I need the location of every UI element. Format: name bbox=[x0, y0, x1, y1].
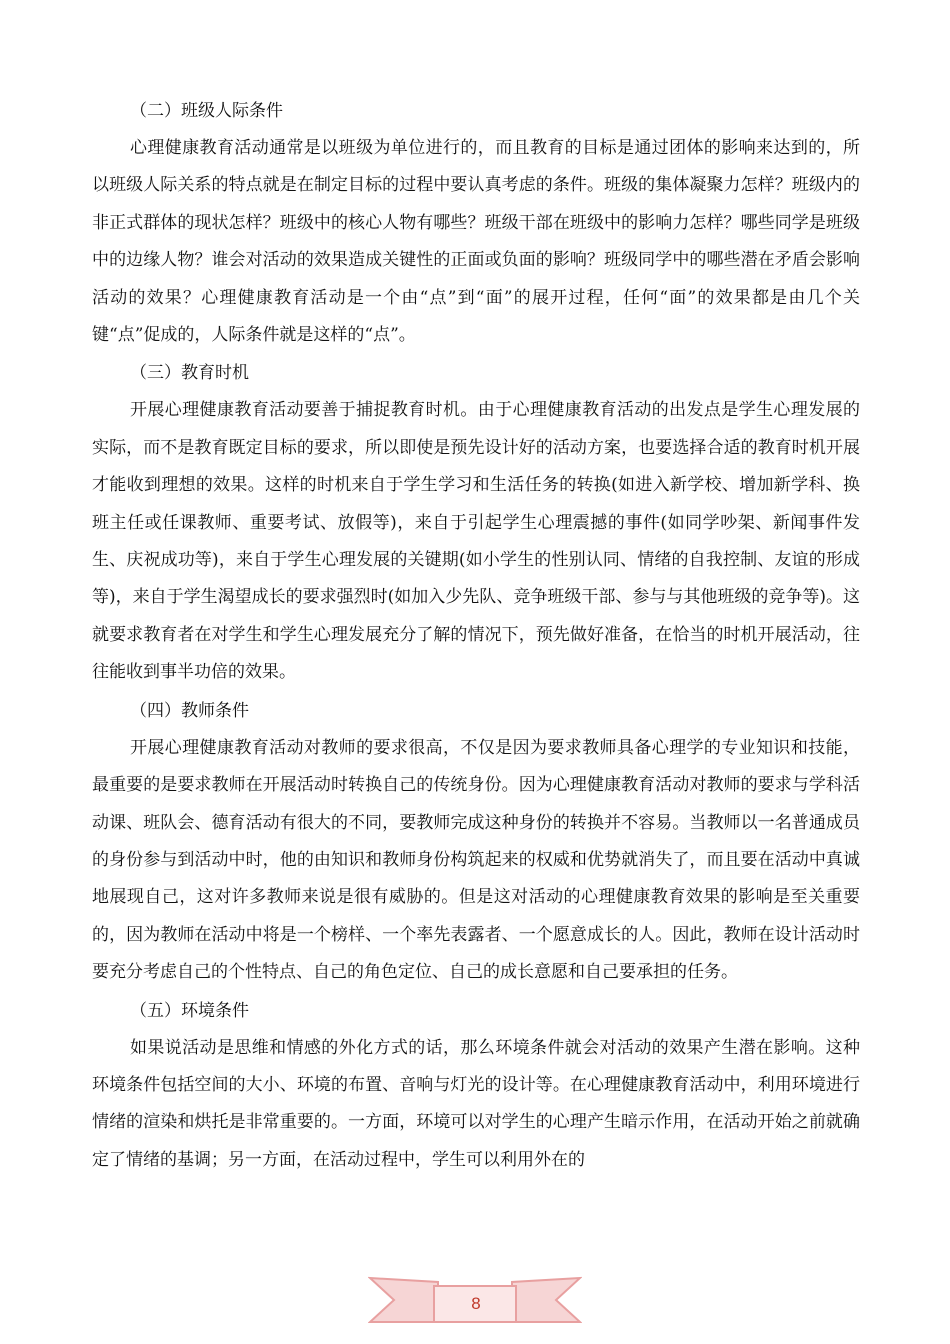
document-body bbox=[92, 92, 860, 1179]
section-heading: （二）班级人际条件 bbox=[130, 101, 283, 121]
paragraph: 心理健康教育活动通常是以班级为单位进行的，而且教育的目标是通过团体的影响来达到的，所以班级人际关系的特点就是在制定目标的过程中要认真考虑的条件。班级的集体凝聚力怎样？班级内的非正式群体的现状怎样？班级中的核心人物有哪些？班级干部在班级中的影响力怎样？哪些同学是班级中的边缘人物？谁会对活动的效果造成关键性的正面或负面的影响？班级同学中的哪些潜在矛盾会影响活动的效果？心理健康教育活动是一个由“点”到“面”的展开过程，任何“面”的效果都是由几个关键“点”促成的，人际条件就是这样的“点”。 bbox=[92, 138, 860, 346]
page-number: 8 bbox=[471, 1294, 481, 1313]
section-heading: （四）教师条件 bbox=[130, 700, 249, 721]
paragraph: 开展心理健康教育活动要善于捕捉教育时机。由于心理健康教育活动的出发点是学生心理发展的实际，而不是教育既定目标的要求，所以即使是预先设计好的活动方案，也要选择合适的教育时机开展才能收到理想的效果。这样的时机来自于学生学习和生活任务的转换(如进入新学校、增加新学科、换班主任或任课教师、重要考试、放假等)，来自于引起学生心理震撼的事件(如同学吵架、新闻事件发生、庆祝成功等)，来自于学生心理发展的关键期(如小学生的性别认同、情绪的自我控制、友谊的形成等)，来自于学生渴望成长的要求强烈时(如加入少先队、竞争班级干部、参与与其他班级的竞争等)。这就要求教育者在对学生和学生心理发展充分了解的情况下，预先做好准备，在恰当的时机开展活动，往往能收到事半功倍的效果。 bbox=[92, 400, 860, 683]
section-heading: （三）教育时机 bbox=[130, 363, 249, 384]
section-heading: （五）环境条件 bbox=[130, 1000, 249, 1021]
paragraph: 开展心理健康教育活动对教师的要求很高，不仅是因为要求教师具备心理学的专业知识和技能，最重要的是要求教师在开展活动时转换自己的传统身份。因为心理健康教育活动对教师的要求与学科活动课、班队会、德育活动有很大的不同，要教师完成这种身份的转换并不容易。当教师以一名普通成员的身份参与到活动中时，他的由知识和教师身份构筑起来的权威和优势就消失了，而且要在活动中真诚地展现自己，这对许多教师来说是很有威胁的。但是这对活动的心理健康教育效果的影响是至关重要的，因为教师在活动中将是一个榜样、一个率先表露者、一个愿意成长的人。因此，教师在设计活动时要充分考虑自己的个性特点、自己的角色定位、自己的成长意愿和自己要承担的任务。 bbox=[92, 737, 860, 983]
page-footer bbox=[0, 1268, 950, 1332]
paragraph: 如果说活动是思维和情感的外化方式的话，那么环境条件就会对活动的效果产生潜在影响。这种环境条件包括空间的大小、环境的布置、音响与灯光的设计等。在心理健康教育活动中，利用环境进行情绪的渲染和烘托是非常重要的。一方面，环境可以对学生的心理产生暗示作用，在活动开始之前就确定了情绪的基调；另一方面，在活动过程中，学生可以利用外在的 bbox=[92, 1037, 860, 1170]
